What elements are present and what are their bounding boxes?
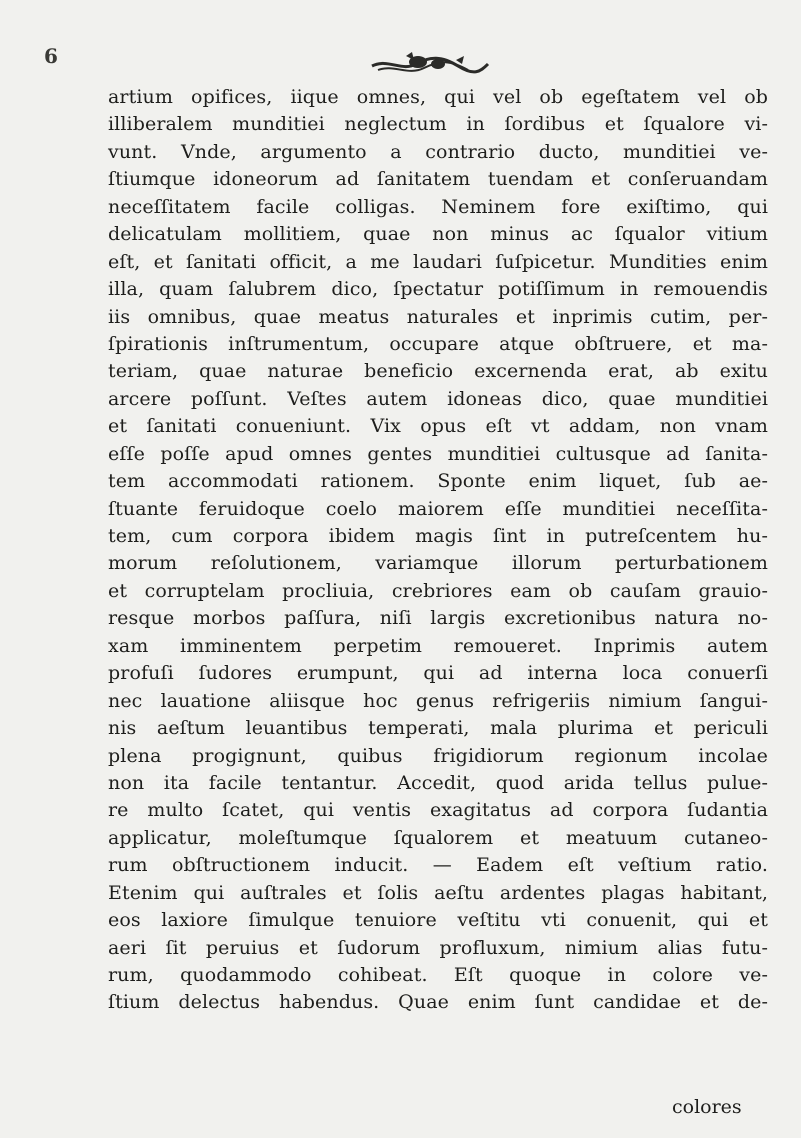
text-line: iis omnibus, quae meatus naturales et inprimis cutim, per-	[108, 305, 768, 328]
text-line: applicatur, moleſtumque ſqualorem et meatuum cutaneo-	[108, 826, 768, 849]
text-line: tem, cum corpora ibidem magis ſint in putreſcentem hu-	[108, 525, 768, 547]
text-line: illiberalem munditiei neglectum in ſordibus et ſqualore vi-	[108, 113, 768, 136]
text-line: profuſi ſudores erumpunt, qui ad interna loca conuerſi	[108, 662, 768, 685]
text-line: eſt, et ſanitati officit, a me laudari ſuſpicetur. Mundities enim	[108, 250, 768, 273]
text-line: teriam, quae naturae beneficio excernenda erat, ab exitu	[108, 360, 768, 383]
text-line: tem accommodati rationem. Sponte enim liquet, ſub ae-	[108, 470, 768, 493]
text-line: re multo ſcatet, qui ventis exagitatus ad corpora ſudantia	[108, 799, 768, 822]
headpiece-ornament-icon	[368, 50, 492, 78]
text-line: Etenim qui auſtrales et ſolis aeſtu ardentes plagas habitant,	[108, 881, 768, 904]
page-number: 6	[44, 44, 58, 68]
text-line: rum obſtructionem inducit. — Eadem eſt veſtium ratio.	[108, 854, 768, 877]
text-line: neceſſitatem facile colligas. Neminem fore exiſtimo, qui	[108, 195, 768, 218]
body-text	[108, 84, 768, 1017]
text-line: vunt. Vnde, argumento a contrario ducto, munditiei ve-	[108, 140, 768, 163]
text-line: xam imminentem perpetim remoueret. Inprimis autem	[108, 634, 768, 657]
text-line: nis aeſtum leuantibus temperati, mala plurima et periculi	[108, 717, 768, 740]
text-line: ſpirationis inſtrumentum, occupare atque obſtruere, et ma-	[108, 332, 768, 355]
text-line: et ſanitati conueniunt. Vix opus eſt vt addam, non vnam	[108, 415, 768, 438]
text-line: morum reſolutionem, variamque illorum perturbationem	[108, 552, 768, 575]
text-line: artium opifices, iique omnes, qui vel ob egeſtatem vel ob	[108, 86, 768, 108]
text-line: arcere poſſunt. Veſtes autem idoneas dico, quae munditiei	[108, 387, 768, 410]
text-line: nec lauatione aliisque hoc genus refrigeriis nimium ſangui-	[108, 689, 768, 712]
text-line: illa, quam ſalubrem dico, ſpectatur potiſſimum in remouendis	[108, 278, 768, 301]
text-line: plena progignunt, quibus frigidiorum regionum incolae	[108, 744, 768, 767]
catchword: colores	[672, 1096, 742, 1118]
text-line: ſtium delectus habendus. Quae enim ſunt candidae et de-	[108, 991, 768, 1014]
text-line: resque morbos paſſura, niſi largis excretionibus natura no-	[108, 607, 768, 630]
text-line: delicatulam mollitiem, quae non minus ac ſqualor vitium	[108, 223, 768, 246]
text-line: eſſe poſſe apud omnes gentes munditiei cultusque ad ſanita-	[108, 442, 768, 465]
text-line: rum, quodammodo cohibeat. Eſt quoque in colore ve-	[108, 964, 768, 986]
text-line: non ita facile tentantur. Accedit, quod arida tellus pulue-	[108, 771, 768, 794]
text-line: et corruptelam procliuia, crebriores eam ob cauſam grauio-	[108, 579, 768, 602]
text-line: ſtuante feruidoque coelo maiorem eſſe munditiei neceſſita-	[108, 497, 768, 520]
text-line: aeri ſit peruius et ſudorum profluxum, nimium alias futu-	[108, 936, 768, 959]
text-line: ſtiumque idoneorum ad ſanitatem tuendam et conſeruandam	[108, 168, 768, 191]
text-line: eos laxiore ſimulque tenuiore veſtitu vti conuenit, qui et	[108, 909, 768, 932]
